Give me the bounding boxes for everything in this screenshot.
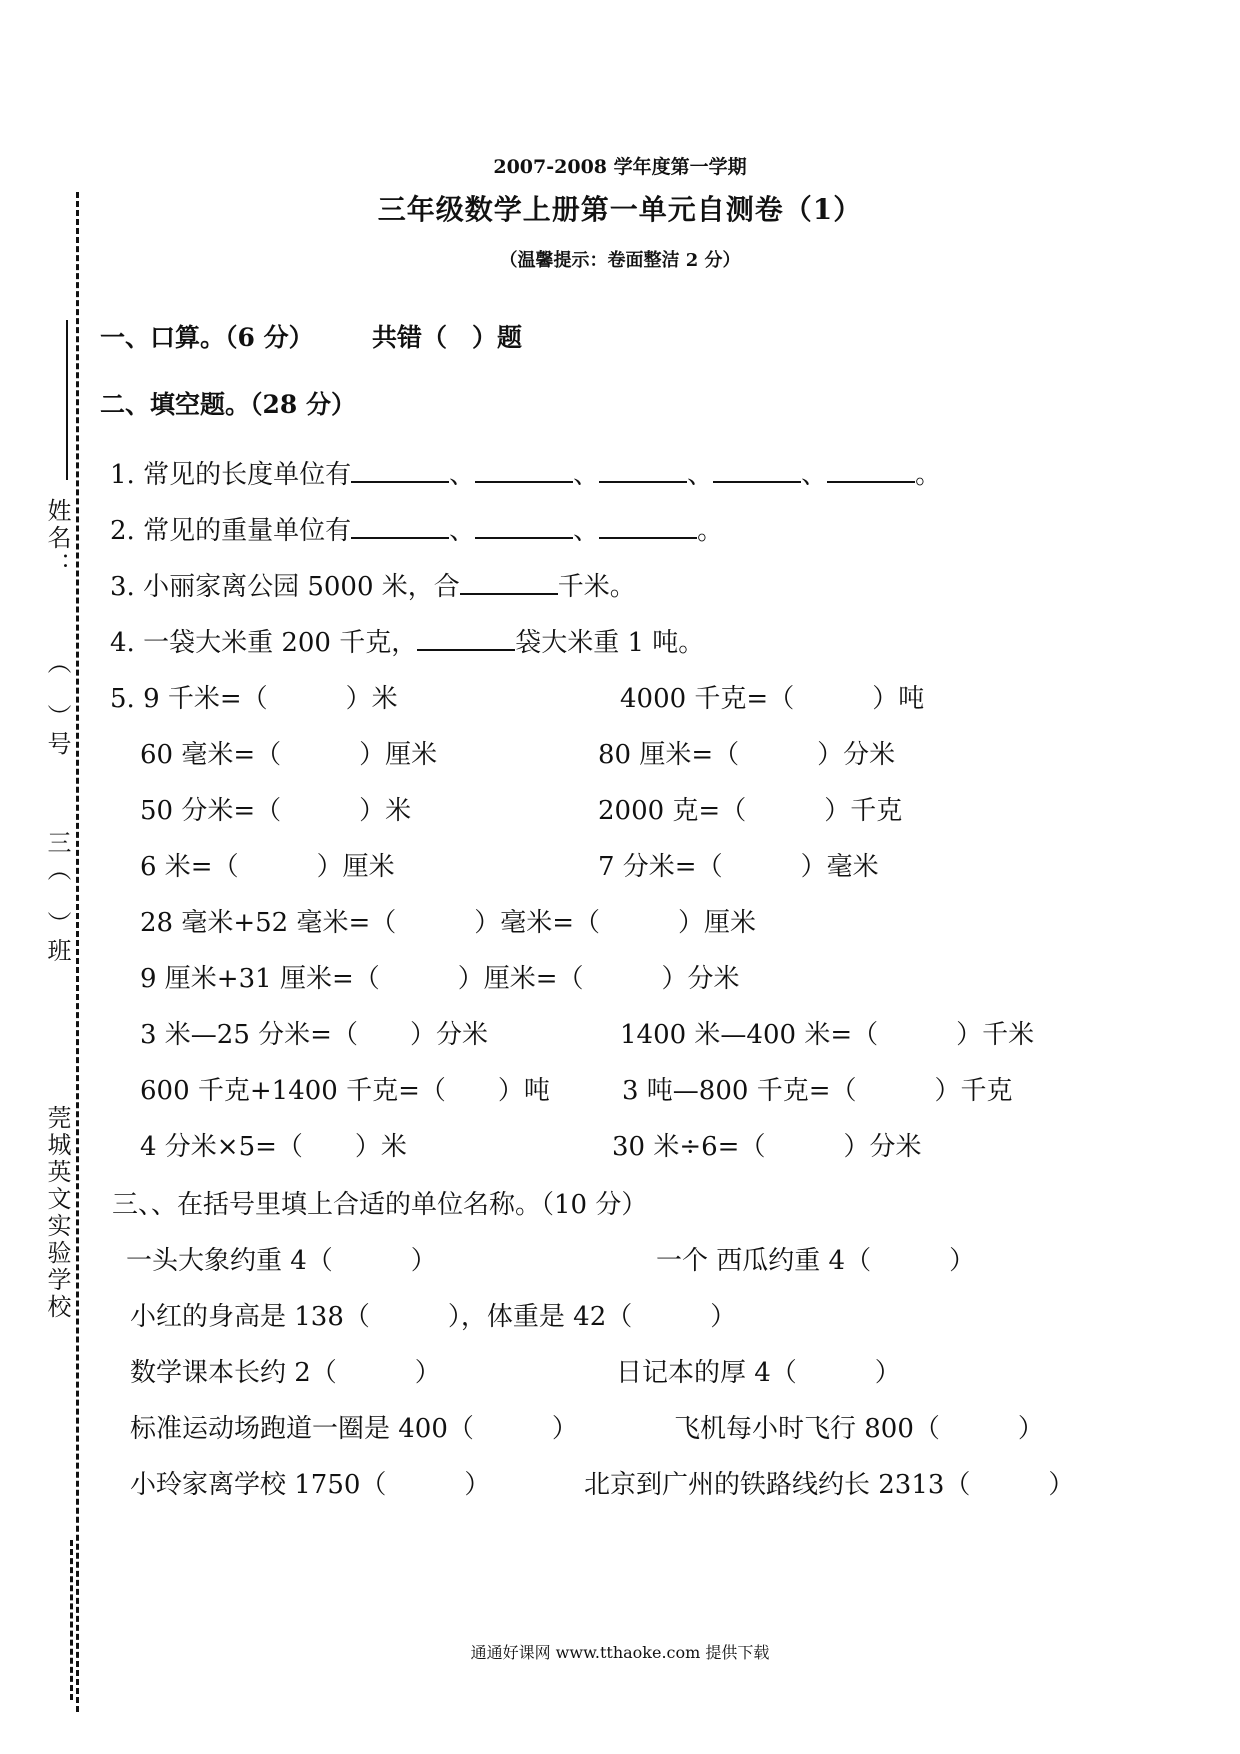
section3-title: 三、、在括号里填上合适的单位名称。（10 分） bbox=[112, 1190, 648, 1220]
q2-sep: 、 bbox=[449, 516, 476, 546]
section1-errors: 共错（ ）题 bbox=[372, 323, 523, 352]
q5-row-left: 6 米=（ ）厘米 bbox=[140, 852, 395, 882]
q2-sep: 、 bbox=[573, 516, 600, 546]
q1-sep: 、 bbox=[573, 460, 600, 490]
question-3 bbox=[110, 566, 636, 603]
q2-blank-2[interactable] bbox=[475, 515, 573, 539]
class-label: 三（ ）班 bbox=[43, 830, 71, 965]
q4-text: 4. 一袋大米重 200 千克， bbox=[110, 628, 418, 658]
q5-row-left: 600 千克+1400 千克=（ ）吨 bbox=[140, 1076, 550, 1106]
question-2 bbox=[110, 510, 723, 547]
tip-text: （温馨提示：卷面整洁 2 分） bbox=[499, 250, 741, 271]
q5-row-right: 4000 千克=（ ）吨 bbox=[620, 684, 925, 714]
section2-title: 二、填空题。（28 分） bbox=[100, 390, 356, 419]
q3-blank[interactable] bbox=[460, 571, 558, 595]
student-number-label: （ ）号 bbox=[43, 650, 71, 758]
q5-row-right: 30 米÷6=（ ）分米 bbox=[612, 1132, 922, 1162]
q1-sep: 、 bbox=[801, 460, 828, 490]
q1-blank-2[interactable] bbox=[475, 459, 573, 483]
school-year: 2007-2008 学年度第一学期 bbox=[493, 156, 747, 178]
q5-row-left: 50 分米=（ ）米 bbox=[140, 796, 412, 826]
section1-title: 一、口算。（6 分） bbox=[100, 323, 314, 352]
q2-text: 2. 常见的重量单位有 bbox=[110, 516, 352, 546]
q5-row-left: 9 厘米+31 厘米=（ ）厘米=（ ）分米 bbox=[140, 964, 740, 994]
q1-blank-1[interactable] bbox=[351, 459, 449, 483]
s3-row-left: 小红的身高是 138（ ），体重是 42（ ） bbox=[130, 1302, 737, 1332]
q5-row-right: 3 吨—800 千克=（ ）千克 bbox=[622, 1076, 1013, 1106]
q1-blank-4[interactable] bbox=[713, 459, 801, 483]
q5-row-left: 60 毫米=（ ）厘米 bbox=[140, 740, 438, 770]
q5-row-right: 80 厘米=（ ）分米 bbox=[598, 740, 896, 770]
s3-row-right: 一个 西瓜约重 4（ ） bbox=[656, 1246, 976, 1276]
q5-row-right: 1400 米—400 米=（ ）千米 bbox=[620, 1020, 1035, 1050]
q3-text: 3. 小丽家离公园 5000 米，合 bbox=[110, 572, 460, 602]
q1-blank-3[interactable] bbox=[599, 459, 687, 483]
q5-row-left: 28 毫米+52 毫米=（ ）毫米=（ ）厘米 bbox=[140, 908, 757, 938]
q2-blank-3[interactable] bbox=[599, 515, 697, 539]
page-title: 三年级数学上册第一单元自测卷（1） bbox=[377, 193, 863, 226]
q5-row-right: 7 分米=（ ）毫米 bbox=[598, 852, 879, 882]
s3-row-left: 标准运动场跑道一圈是 400（ ） bbox=[130, 1414, 578, 1444]
s3-row-right: 北京到广州的铁路线约长 2313（ ） bbox=[584, 1470, 1075, 1500]
footer-credit: 通通好课网 www.tthaoke.com 提供下载 bbox=[470, 1643, 770, 1662]
s3-row-right: 飞机每小时飞行 800（ ） bbox=[674, 1414, 1044, 1444]
q5-row-right: 2000 克=（ ）千克 bbox=[598, 796, 903, 826]
name-underline bbox=[66, 320, 68, 480]
school-name: 莞城英文实验学校 bbox=[43, 1105, 71, 1321]
q4-blank[interactable] bbox=[417, 627, 515, 651]
question-1 bbox=[110, 454, 941, 491]
q5-row-left: 4 分米×5=（ ）米 bbox=[140, 1132, 407, 1162]
q2-blank-1[interactable] bbox=[351, 515, 449, 539]
s3-row-left: 数学课本长约 2（ ） bbox=[130, 1358, 441, 1388]
s3-row-right: 日记本的厚 4（ ） bbox=[616, 1358, 901, 1388]
q3-suffix: 千米。 bbox=[557, 572, 636, 602]
student-name-label: 姓名： bbox=[43, 498, 71, 579]
q1-sep: 、 bbox=[687, 460, 714, 490]
q1-blank-5[interactable] bbox=[827, 459, 915, 483]
q1-text: 1. 常见的长度单位有 bbox=[110, 460, 352, 490]
q1-end: 。 bbox=[915, 460, 942, 490]
binding-dashed-line-inner bbox=[70, 1540, 73, 1700]
s3-row-left: 小玲家离学校 1750（ ） bbox=[130, 1470, 491, 1500]
question-4 bbox=[110, 622, 704, 659]
binding-dashed-line bbox=[76, 192, 79, 1712]
q1-sep: 、 bbox=[449, 460, 476, 490]
q5-row-left: 3 米—25 分米=（ ）分米 bbox=[140, 1020, 488, 1050]
s3-row-left: 一头大象约重 4（ ） bbox=[126, 1246, 437, 1276]
q2-end: 。 bbox=[697, 516, 724, 546]
q4-suffix: 袋大米重 1 吨。 bbox=[515, 628, 705, 658]
q5-row-left: 5. 9 千米=（ ）米 bbox=[110, 684, 398, 714]
